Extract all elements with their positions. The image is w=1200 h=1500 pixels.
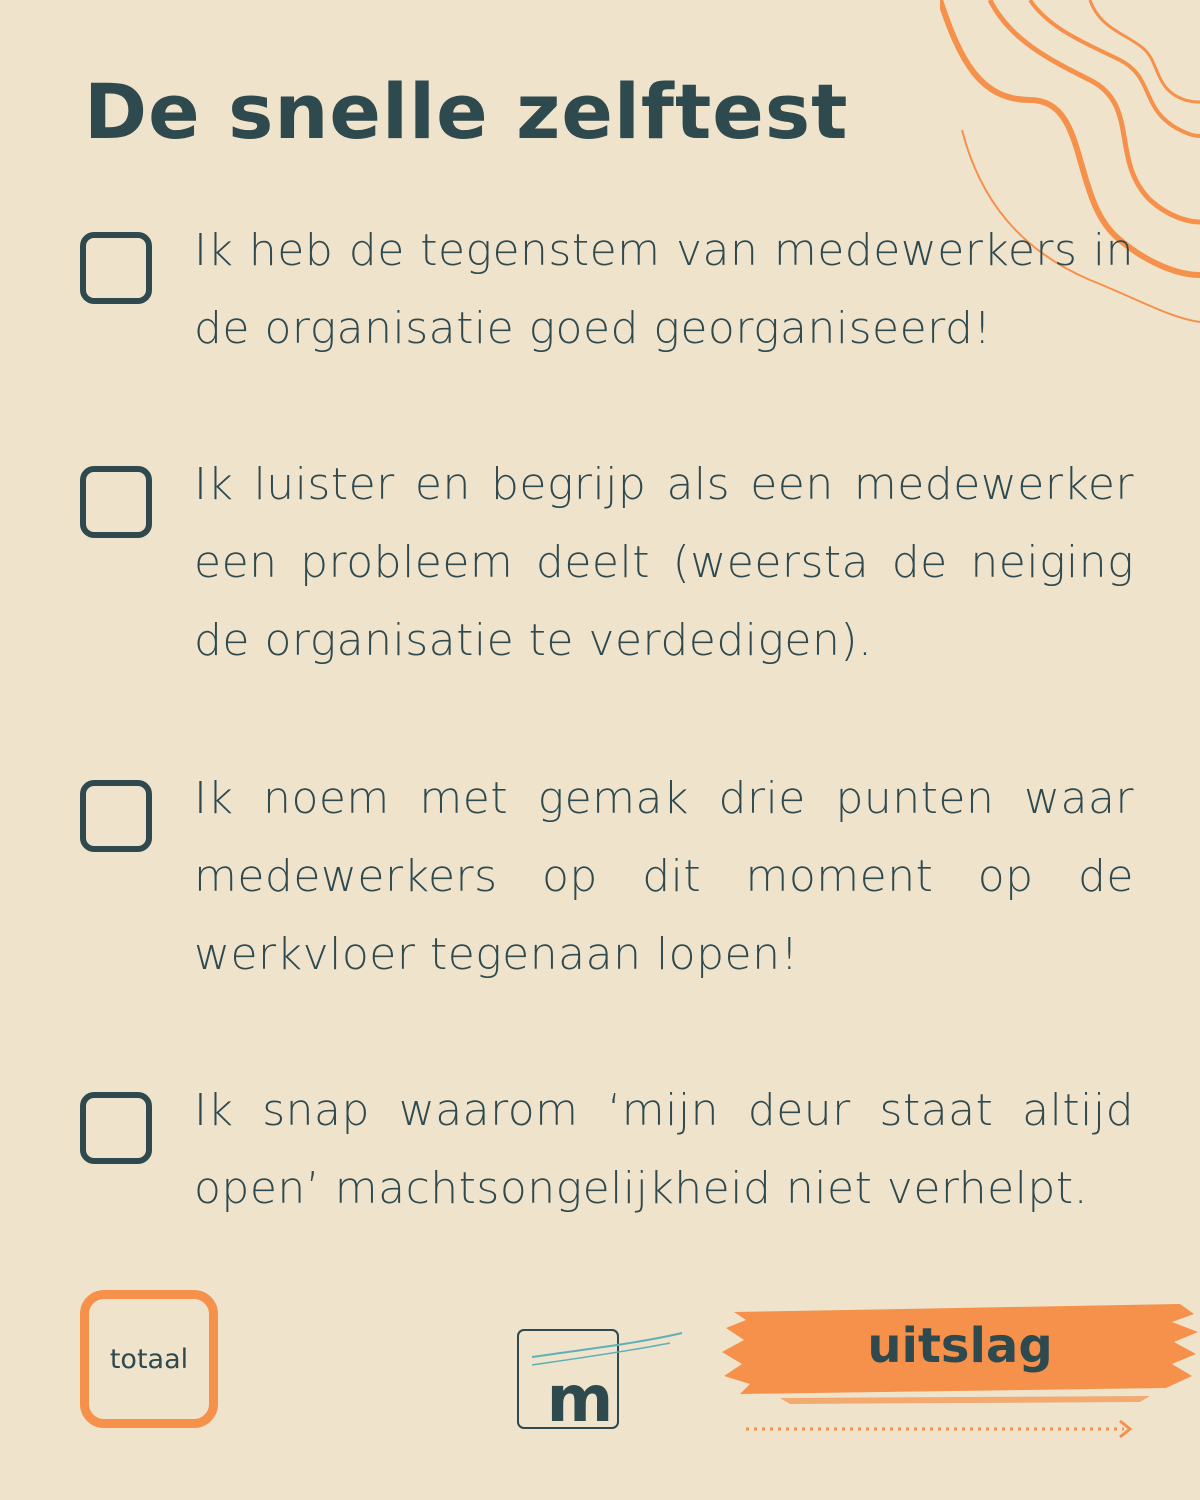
checkbox-2[interactable]: [80, 466, 152, 538]
checkbox-1[interactable]: [80, 232, 152, 304]
checklist-item-text: Ik luister en begrijp als een medewerker een probleem deelt (weersta de neiging de organisatie te verdedigen).: [194, 459, 1134, 666]
checklist-item-text: Ik snap waarom ‘mijn deur staat altijd open’ machtsongelijkheid niet verhelpt.: [194, 1085, 1134, 1214]
total-box[interactable]: [80, 1290, 218, 1428]
total-label: totaal: [109, 1343, 189, 1375]
checklist-item-text: Ik heb de tegenstem van medewerkers in de organisatie goed georganiseerd!: [194, 225, 1134, 354]
page-title: De snelle zelftest: [84, 67, 849, 156]
checkbox-3[interactable]: [80, 780, 152, 852]
checkbox-4[interactable]: [80, 1092, 152, 1164]
logo-letter: m: [546, 1363, 614, 1435]
logo-m-icon: [510, 1325, 690, 1435]
result-button[interactable]: uitslag: [867, 1318, 1053, 1374]
dotted-arrow-icon: [744, 1418, 1136, 1440]
checklist-item-text: Ik noem met gemak drie punten waar medewerkers op dit moment op de werkvloer tegenaan lopen!: [194, 773, 1134, 980]
